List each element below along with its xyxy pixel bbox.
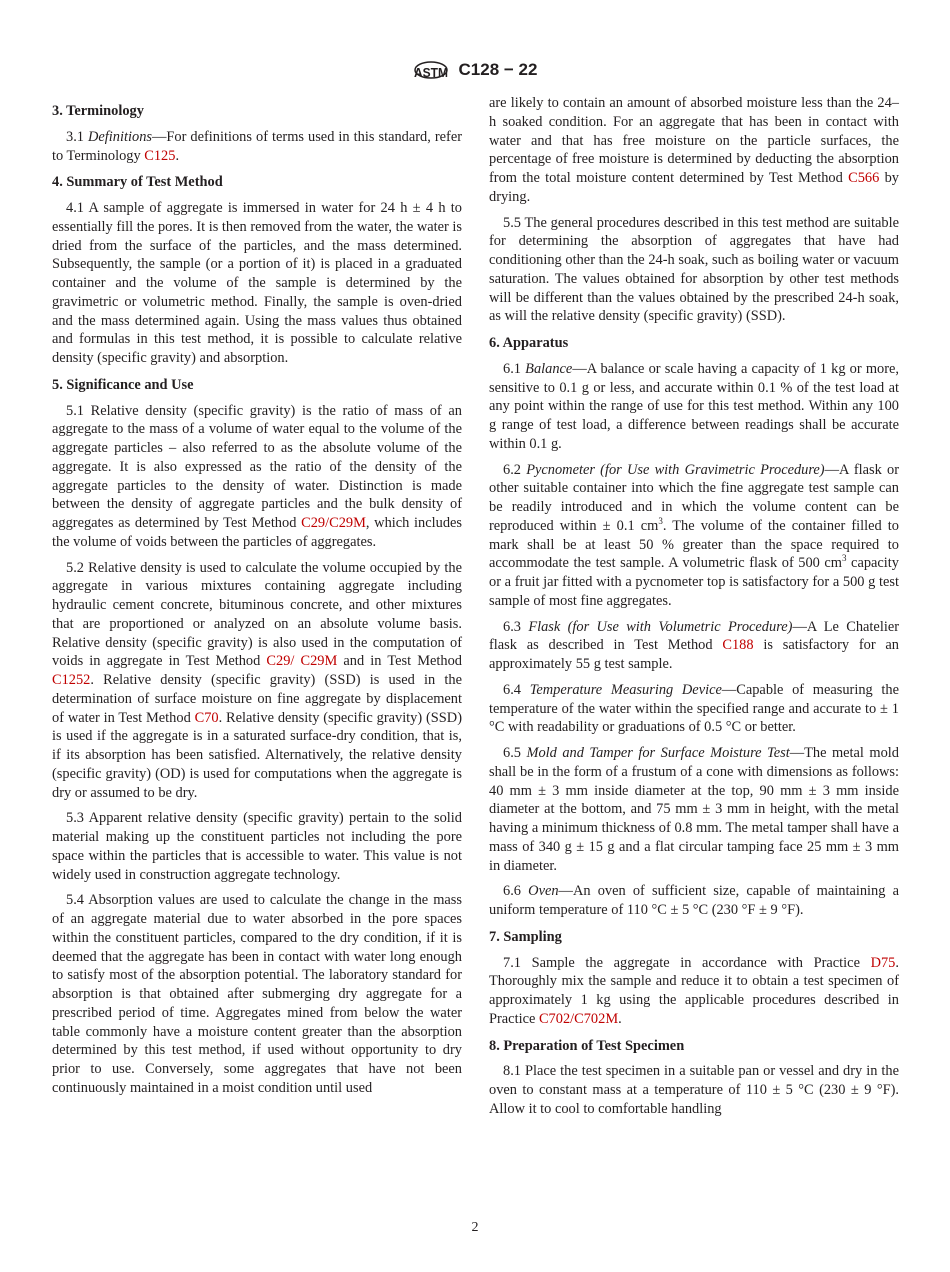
paragraph bbox=[52, 809, 462, 884]
text-run: 5.2 Relative density is used to calculate the volume occupied by the aggregate in various mixtures containing aggregate including hydraulic cement concrete, bituminous concrete, and other mixtures that are proportioned or analyzed on an absolute volume basis. Relative density (specific gravity) is also used in the computation of voids in aggregate in Test Method bbox=[52, 559, 462, 670]
paragraph bbox=[489, 360, 899, 454]
text-run: by drying. bbox=[489, 170, 899, 205]
paragraph bbox=[489, 681, 899, 737]
text-run: . Relative density (specific gravity) (SSD) is used in the determination of surface moisture on fine aggregate by displacement of water in Test Method bbox=[52, 672, 462, 726]
text-run: 4.1 A sample of aggregate is immersed in water for 24 h ± 4 h to essentially fill the pores. It is then removed from the water, the water is dried from the surface of the particles, and the mass determined. Subsequently, the sample (or a portion of it) is placed in a graduated container and the volume of the sample is determined by the gravimetric or volumetric method. Finally, the sample is oven-dried and the mass determined again. Using the mass values thus obtained and formulas in this test method, it is possible to calculate relative density (specific gravity) and absorption. bbox=[52, 200, 462, 366]
text-run: 6.6 bbox=[503, 883, 529, 900]
italic-term: Oven bbox=[528, 883, 559, 900]
section-heading: 3. Terminology bbox=[52, 103, 144, 119]
text-run: 5.3 Apparent relative density (specific gravity) pertain to the solid material making up the constituent particles not including the pore space within the particles that is accessible to water. This value is not widely used in construction aggregate technology. bbox=[52, 810, 462, 883]
reference-link[interactable]: C702/C702M bbox=[538, 1010, 619, 1027]
italic-term: Balance bbox=[525, 360, 573, 377]
page-number: 2 bbox=[471, 1220, 479, 1235]
reference-link[interactable]: C125 bbox=[144, 147, 176, 164]
section-heading: 5. Significance and Use bbox=[52, 376, 194, 393]
text-run: 7.1 Sample the aggregate in accordance with Practice bbox=[503, 954, 871, 971]
paragraph bbox=[489, 1062, 899, 1118]
reference-link[interactable]: C188 bbox=[722, 637, 754, 654]
section-heading: 6. Apparatus bbox=[489, 335, 569, 351]
reference-link[interactable]: C70 bbox=[194, 709, 219, 726]
text-run: . bbox=[175, 147, 180, 164]
reference-link[interactable]: C566 bbox=[848, 170, 880, 186]
text-run: 5.1 Relative density (specific gravity) is the ratio of mass of an aggregate to the mass of a volume of water equal to the volume of the aggregate particles – also referred to as the absolute volume of the aggregate. It is also expressed as the ratio of the density of the aggregate particles to the density of water. Distinction is made between the density of aggregate particles and the bulk density of aggregates as determined by Test Method bbox=[52, 402, 462, 531]
section-heading: 7. Sampling bbox=[489, 928, 562, 945]
left-column bbox=[52, 94, 462, 1105]
paragraph bbox=[489, 744, 899, 875]
paragraph bbox=[489, 954, 899, 1029]
text-run: —Capable of measuring the temperature of the water within the specified range and accurate to ± 1 °C with readability or graduations of 0.5 °C or better. bbox=[489, 681, 899, 736]
text-run: , which includes the volume of voids between the particles of aggregates. bbox=[52, 515, 463, 550]
reference-link[interactable]: C1252 bbox=[52, 672, 91, 688]
text-run: capacity or a fruit jar fitted with a pycnometer top is satisfactory for a 500 g test sample of most fine aggregates. bbox=[489, 555, 899, 609]
text-run: 5.5 The general procedures described in this test method are suitable for determining the absorption of aggregates that have had conditioning other than the 24-h soak, such as boiling water or vacuum saturation. The values obtained for absorption by other test methods will be different than the values obtained by the prescribed 24-h soak, as will the relative density (specific gravity) (SSD). bbox=[489, 214, 899, 325]
text-run: —For definitions of terms used in this standard, refer to Terminology bbox=[52, 128, 462, 164]
text-run: 3.1 bbox=[66, 128, 89, 145]
italic-term: Temperature Measuring Device bbox=[529, 681, 722, 698]
text-run: are likely to contain an amount of absorbed moisture less than the 24–h soaked condition. For an aggregate that has been in contact with water and that has free moisture on the particle surfaces, the percentage of free moisture is determined by deducting the absorption from the total moisture content determined by Test Method bbox=[489, 95, 899, 186]
italic-term: Mold and Tamper for Surface Moisture Test bbox=[526, 745, 790, 761]
text-run: 6.2 bbox=[503, 461, 527, 478]
paragraph bbox=[52, 559, 462, 803]
italic-term: Definitions bbox=[88, 128, 152, 145]
paragraph bbox=[489, 461, 899, 611]
text-run: . Relative density (specific gravity) (SSD) is used if the aggregate is in a saturated surface-dry condition, that is, if its absorption has been satisfied. Alternatively, the relative density (specific gravity) (OD) is used for computations when the aggregate is dry or assumed to be dry. bbox=[52, 709, 462, 801]
superscript: 3 bbox=[842, 553, 847, 564]
text-run: —The metal mold shall be in the form of a frustum of a cone with dimensions as follows: 40 mm ± 3 mm inside diameter at the top, 90 mm ± 3 mm inside diameter at the bottom, and 75 mm ± 3 mm in height, with the metal having a minimum thickness of 0.8 mm. The metal tamper shall have a mass of 340 g ± 15 g and a flat circular tamping face 25 mm ± 3 mm in diameter. bbox=[489, 745, 899, 874]
page-header bbox=[0, 56, 950, 84]
svg-text:ASTM: ASTM bbox=[413, 65, 448, 81]
section-heading: 4. Summary of Test Method bbox=[52, 174, 223, 191]
astm-logo-icon bbox=[413, 56, 449, 84]
reference-link[interactable]: D75 bbox=[870, 954, 896, 971]
text-run: —A balance or scale having a capacity of 1 kg or more, sensitive to 0.1 g or less, and accurate within 0.1 % of the test load at any point within the range of use for this test method. Within any 100 g range of test load, a difference between readings shall be accurate within 0.1 g. bbox=[489, 360, 899, 452]
section-heading: 8. Preparation of Test Specimen bbox=[489, 1037, 685, 1054]
text-run: 6.3 bbox=[503, 618, 529, 635]
text-run: 5.4 Absorption values are used to calculate the change in the mass of an aggregate material due to water absorbed in the pore spaces within the constituent particles, compared to the dry condition, if it is deemed that the aggregate has been in contact with water long enough to satisfy most of the absorption potential. The laboratory standard for absorption is that obtained after submerging dry aggregate for a prescribed period of time. Aggregates mined from below the water table commonly have a moisture content greater than the absorption determined by this test method, if used without opportunity to dry prior to use. Conversely, some aggregates that have not been continuously maintained in a moist condition until used bbox=[52, 892, 462, 1096]
right-column bbox=[489, 94, 899, 1126]
italic-term: Pycnometer (for Use with Gravimetric Procedure) bbox=[526, 461, 825, 478]
text-run: 8.1 Place the test specimen in a suitable pan or vessel and dry in the oven to constant mass at a temperature of 110 ± 5 °C (230 ± 9 °F). Allow it to cool to comfortable handling bbox=[489, 1063, 899, 1117]
text-run: . bbox=[618, 1010, 622, 1027]
reference-link[interactable]: C29/C29M bbox=[301, 515, 366, 531]
document-id: C128 − 22 bbox=[458, 60, 538, 79]
text-run: and in Test Method bbox=[337, 653, 462, 670]
paragraph bbox=[489, 94, 899, 207]
text-run: . Thoroughly mix the sample and reduce it to obtain a test specimen of approximately 1 kg using the applicable procedures described in Practice bbox=[489, 954, 899, 1027]
superscript: 3 bbox=[658, 515, 663, 526]
paragraph bbox=[52, 199, 462, 368]
text-run: is satisfactory for an approximately 55 g test sample. bbox=[489, 637, 900, 672]
text-run: 6.5 bbox=[503, 745, 527, 761]
reference-link[interactable]: C29/ C29M bbox=[266, 653, 338, 670]
text-run: 6.4 bbox=[503, 681, 530, 698]
paragraph bbox=[489, 214, 899, 327]
paragraph bbox=[52, 891, 462, 1097]
text-run: 6.1 bbox=[503, 360, 526, 377]
text-run: —A Le Chatelier flask as described in Test Method bbox=[489, 618, 899, 654]
paragraph bbox=[489, 882, 899, 920]
italic-term: Flask (for Use with Volumetric Procedure) bbox=[528, 618, 793, 635]
text-run: —An oven of sufficient size, capable of maintaining a uniform temperature of 110 °C ± 5 °C (230 °F ± 9 °F). bbox=[489, 883, 899, 918]
paragraph bbox=[52, 128, 462, 166]
paragraph bbox=[489, 618, 899, 674]
paragraph bbox=[52, 402, 462, 552]
text-run: —A flask or other suitable container into which the fine aggregate test sample can be readily introduced and in which the volume content can be reproduced within ± 0.1 cm bbox=[489, 461, 900, 534]
text-run: . The volume of the container filled to mark shall be at least 50 % greater than the space required to accommodate the test sample. A volumetric flask of 500 cm bbox=[489, 517, 899, 572]
